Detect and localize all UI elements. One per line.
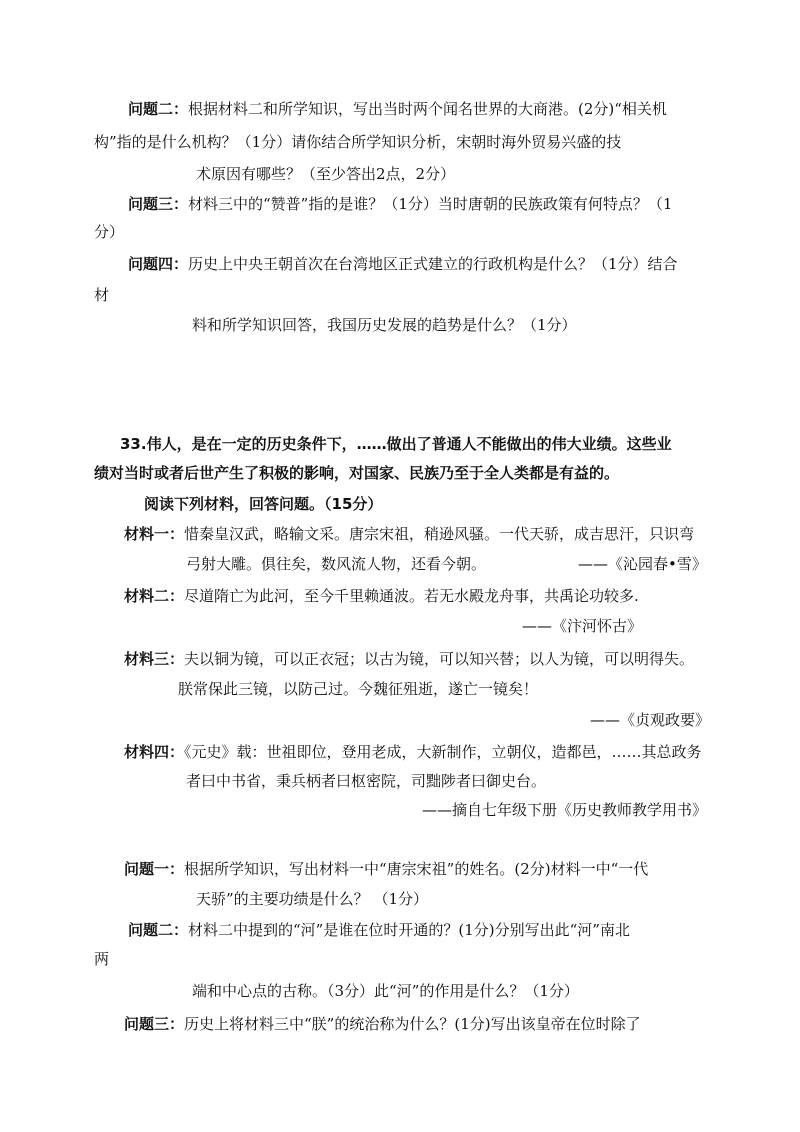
prev-q2-line3: 术原因有哪些？（至少答出2点，2分） <box>196 165 456 183</box>
prev-q3-line1 <box>128 193 672 215</box>
material-4-line2: 者曰中书省，秉兵柄者曰枢密院，司黜陟者曰御史台。 <box>186 772 547 790</box>
prev-q2-line1 <box>128 98 667 120</box>
prev-q4-line2: 材 <box>94 286 110 304</box>
q33-question-3-label: 问题三： <box>124 1015 185 1033</box>
prev-q4-text1: 历史上中央王朝首次在台湾地区正式建立的行政机构是什么？（1分）结合 <box>188 255 678 273</box>
q33-question-1-line2: 天骄”的主要功绩是什么？ （1分） <box>196 890 428 908</box>
prev-q2-label: 问题二： <box>128 100 189 118</box>
q33-question-1-line1 <box>124 858 648 880</box>
prev-q2-text1: 根据材料二和所学知识，写出当时两个闻名世界的大商港。(2分)“相关机 <box>188 100 667 118</box>
material-4-text1: 《元史》载：世祖即位，登用老成，大新制作，立朝仪，造都邑，……其总政务 <box>184 743 702 761</box>
material-3-line1 <box>124 648 694 670</box>
material-1-source: ——《沁园春•雪》 <box>578 555 707 573</box>
q33-question-1-label: 问题一： <box>124 860 185 878</box>
q33-heading-line2: 绩对当时或者后世产生了积极的影响，对国家、民族乃至于全人类都是有益的。 <box>94 464 620 482</box>
prev-q3-text1: 材料三中的“赞普”指的是谁？（1分）当时唐朝的民族政策有何特点？（1 <box>188 195 673 213</box>
material-3-line2: 朕常保此三镜，以防己过。今魏征殂逝，遂亡一镜矣！ <box>178 680 539 698</box>
material-2-text1: 尽道隋亡为此河，至今千里赖通波。若无水殿龙舟事，共禹论功较多. <box>184 587 639 605</box>
material-3-source: ——《贞观政要》 <box>590 711 711 729</box>
q33-question-3-line1 <box>124 1013 641 1035</box>
q33-question-2-line1 <box>128 919 630 941</box>
q33-heading-line1: 33.伟人，是在一定的历史条件下，……做出了普通人不能做出的伟大业绩。这些业 <box>120 435 672 453</box>
q33-question-2-text1: 材料二中提到的“河”是谁在位时开通的？(1分)分别写出此“河”南北 <box>188 921 630 939</box>
material-3-label: 材料三： <box>124 650 185 668</box>
material-3-text1: 夫以铜为镜，可以正衣冠；以古为镜，可以知兴替；以人为镜，可以明得失。 <box>184 650 695 668</box>
material-1-line1 <box>124 523 694 545</box>
q33-question-2-line3: 端和中心点的古称。（3分）此“河”的作用是什么？（1分） <box>192 982 579 1000</box>
q33-question-1-text1: 根据所学知识，写出材料一中“唐宗宋祖”的姓名。(2分)材料一中“一代 <box>184 860 649 878</box>
material-2-line1 <box>124 585 639 607</box>
prev-q4-label: 问题四： <box>128 255 189 273</box>
material-4-label: 材料四： <box>124 743 185 761</box>
prev-q3-label: 问题三： <box>128 195 189 213</box>
material-1-label: 材料一： <box>124 525 185 543</box>
material-4-source: ——摘自七年级下册《历史教师教学用书》 <box>422 801 708 819</box>
material-1-line2: 弓射大雕。俱往矣，数风流人物，还看今朝。 <box>186 555 487 573</box>
q33-instruction: 阅读下列材料，回答问题。（15分） <box>144 495 383 513</box>
material-2-source: ——《汴河怀古》 <box>522 617 643 635</box>
q33-question-2-label: 问题二： <box>128 921 189 939</box>
q33-question-3-text1: 历史上将材料三中“朕”的统治称为什么？(1分)写出该皇帝在位时除了 <box>184 1015 641 1033</box>
material-1-text1: 惜秦皇汉武，略输文采。唐宗宋祖，稍逊风骚。一代天骄，成吉思汗，只识弯 <box>184 525 695 543</box>
prev-q4-line1 <box>128 253 678 275</box>
prev-q4-line3: 料和所学知识回答，我国历史发展的趋势是什么？（1分） <box>192 316 577 334</box>
q33-question-2-line2: 两 <box>94 950 110 968</box>
material-2-label: 材料二： <box>124 587 185 605</box>
prev-q2-line2: 构”指的是什么机构？（1分）请你结合所学知识分析，宋朝时海外贸易兴盛的技 <box>94 133 622 151</box>
material-4-line1 <box>124 741 702 763</box>
prev-q3-line2: 分） <box>94 223 125 241</box>
